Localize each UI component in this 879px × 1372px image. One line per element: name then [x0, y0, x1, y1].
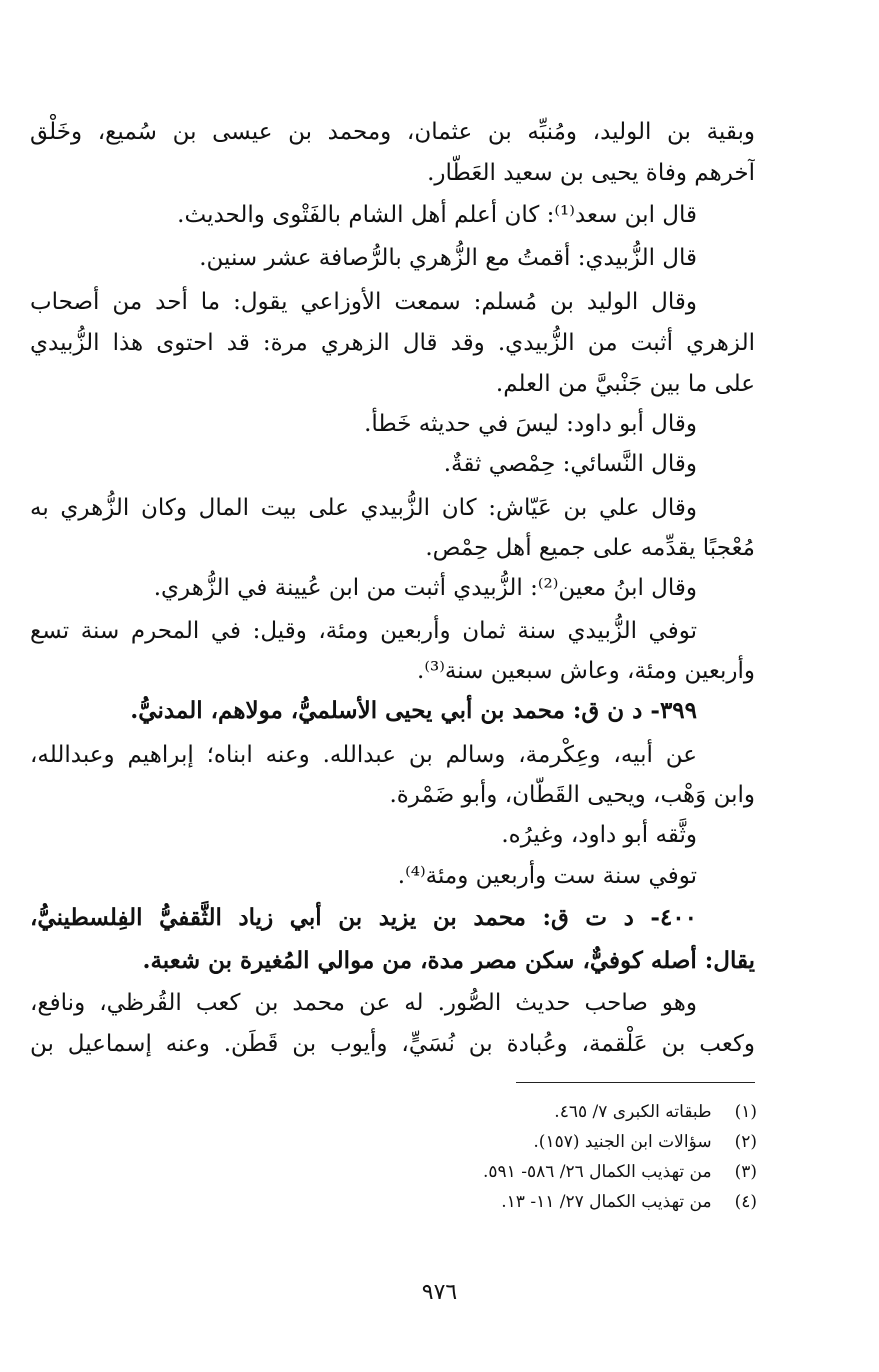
entry-heading-400-cont: يقال: أصله كوفيٌّ، سكن مصر مدة، من موالي المُغيرة بن شعبة. — [142, 947, 755, 974]
text-line: وقال ابنُ معين⁽²⁾: الزُّبيدي أثبت من ابن عُيينة في الزُّهري. — [153, 575, 697, 601]
footnote — [197, 1158, 757, 1186]
footnote — [197, 1188, 757, 1216]
page-number: ٩٧٦ — [421, 1280, 458, 1305]
footnote-text: من تهذيب الكمال ٢٧/ ١١- ١٣. — [501, 1192, 712, 1212]
text-line: وقال أبو داود: ليسَ في حديثه خَطأ. — [364, 411, 697, 437]
text-line: توفي سنة ست وأربعين ومئة⁽⁴⁾. — [397, 863, 697, 889]
text-line: وقال علي بن عَيّاش: كان الزُّبيدي على بيت المال وكان الزُّهري به — [30, 495, 697, 521]
text-line: مُعْجبًا يقدِّمه على جميع أهل حِمْص. — [425, 535, 755, 561]
footnote-number: (١) — [734, 1102, 757, 1122]
footnote-number: (٣) — [734, 1162, 757, 1182]
text-line: وثَّقه أبو داود، وغيرُه. — [501, 822, 697, 848]
footnote-text: من تهذيب الكمال ٢٦/ ٥٨٦- ٥٩١. — [482, 1162, 712, 1182]
text-line: عن أبيه، وعِكْرمة، وسالم بن عبدالله. وعنه ابناه؛ إبراهيم وعبدالله، — [30, 742, 697, 768]
footnote-number: (٢) — [734, 1132, 757, 1152]
footnote — [197, 1128, 757, 1156]
text-line: وبقية بن الوليد، ومُنبِّه بن عثمان، ومحمد بن عيسى بن سُميع، وخَلْق — [30, 119, 755, 145]
text-line: وهو صاحب حديث الصُّور. له عن محمد بن كعب القُرظي، ونافع، — [30, 990, 697, 1016]
text-line: وابن وَهْب، ويحيى القَطّان، وأبو ضَمْرة. — [389, 782, 755, 808]
footnote-separator — [516, 1082, 755, 1083]
footnote-text: سؤالات ابن الجنيد (١٥٧). — [533, 1132, 712, 1152]
text-line: وقال النَّسائي: حِمْصي ثقةٌ. — [443, 451, 697, 477]
footnote — [197, 1098, 757, 1126]
footnote-number: (٤) — [734, 1192, 757, 1212]
text-line: على ما بين جَنْبيَّ من العلم. — [495, 371, 755, 397]
text-line: آخرهم وفاة يحيى بن سعيد العَطّار. — [427, 160, 755, 186]
text-line: وكعب بن عَلْقمة، وعُبادة بن نُسَيٍّ، وأيوب بن قَطَن. وعنه إسماعيل بن — [30, 1031, 755, 1057]
text-line: وأربعين ومئة، وعاش سبعين سنة⁽³⁾. — [417, 658, 755, 684]
text-line: وقال الوليد بن مُسلم: سمعت الأوزاعي يقول: ما أحد من أصحاب — [30, 289, 697, 315]
text-line: توفي الزُّبيدي سنة ثمان وأربعين ومئة، وقيل: في المحرم سنة تسع — [30, 618, 697, 644]
entry-heading-400: ٤٠٠- د ت ق: محمد بن يزيد بن أبي زياد الثَّقفيُّ الفِلسطينيُّ، — [30, 904, 697, 931]
text-line: الزهري أثبت من الزُّبيدي. وقد قال الزهري مرة: قد احتوى هذا الزُّبيدي — [30, 330, 755, 356]
text-line: قال ابن سعد⁽¹⁾: كان أعلم أهل الشام بالفَتْوى والحديث. — [177, 202, 697, 228]
footnote-text: طبقاته الكبرى ٧/ ٤٦٥. — [554, 1102, 712, 1122]
text-line: قال الزُّبيدي: أقمتُ مع الزُّهري بالرُّصافة عشر سنين. — [199, 245, 697, 271]
entry-heading-399: ٣٩٩- د ن ق: محمد بن أبي يحيى الأسلميُّ، مولاهم، المدنيُّ. — [130, 697, 697, 724]
